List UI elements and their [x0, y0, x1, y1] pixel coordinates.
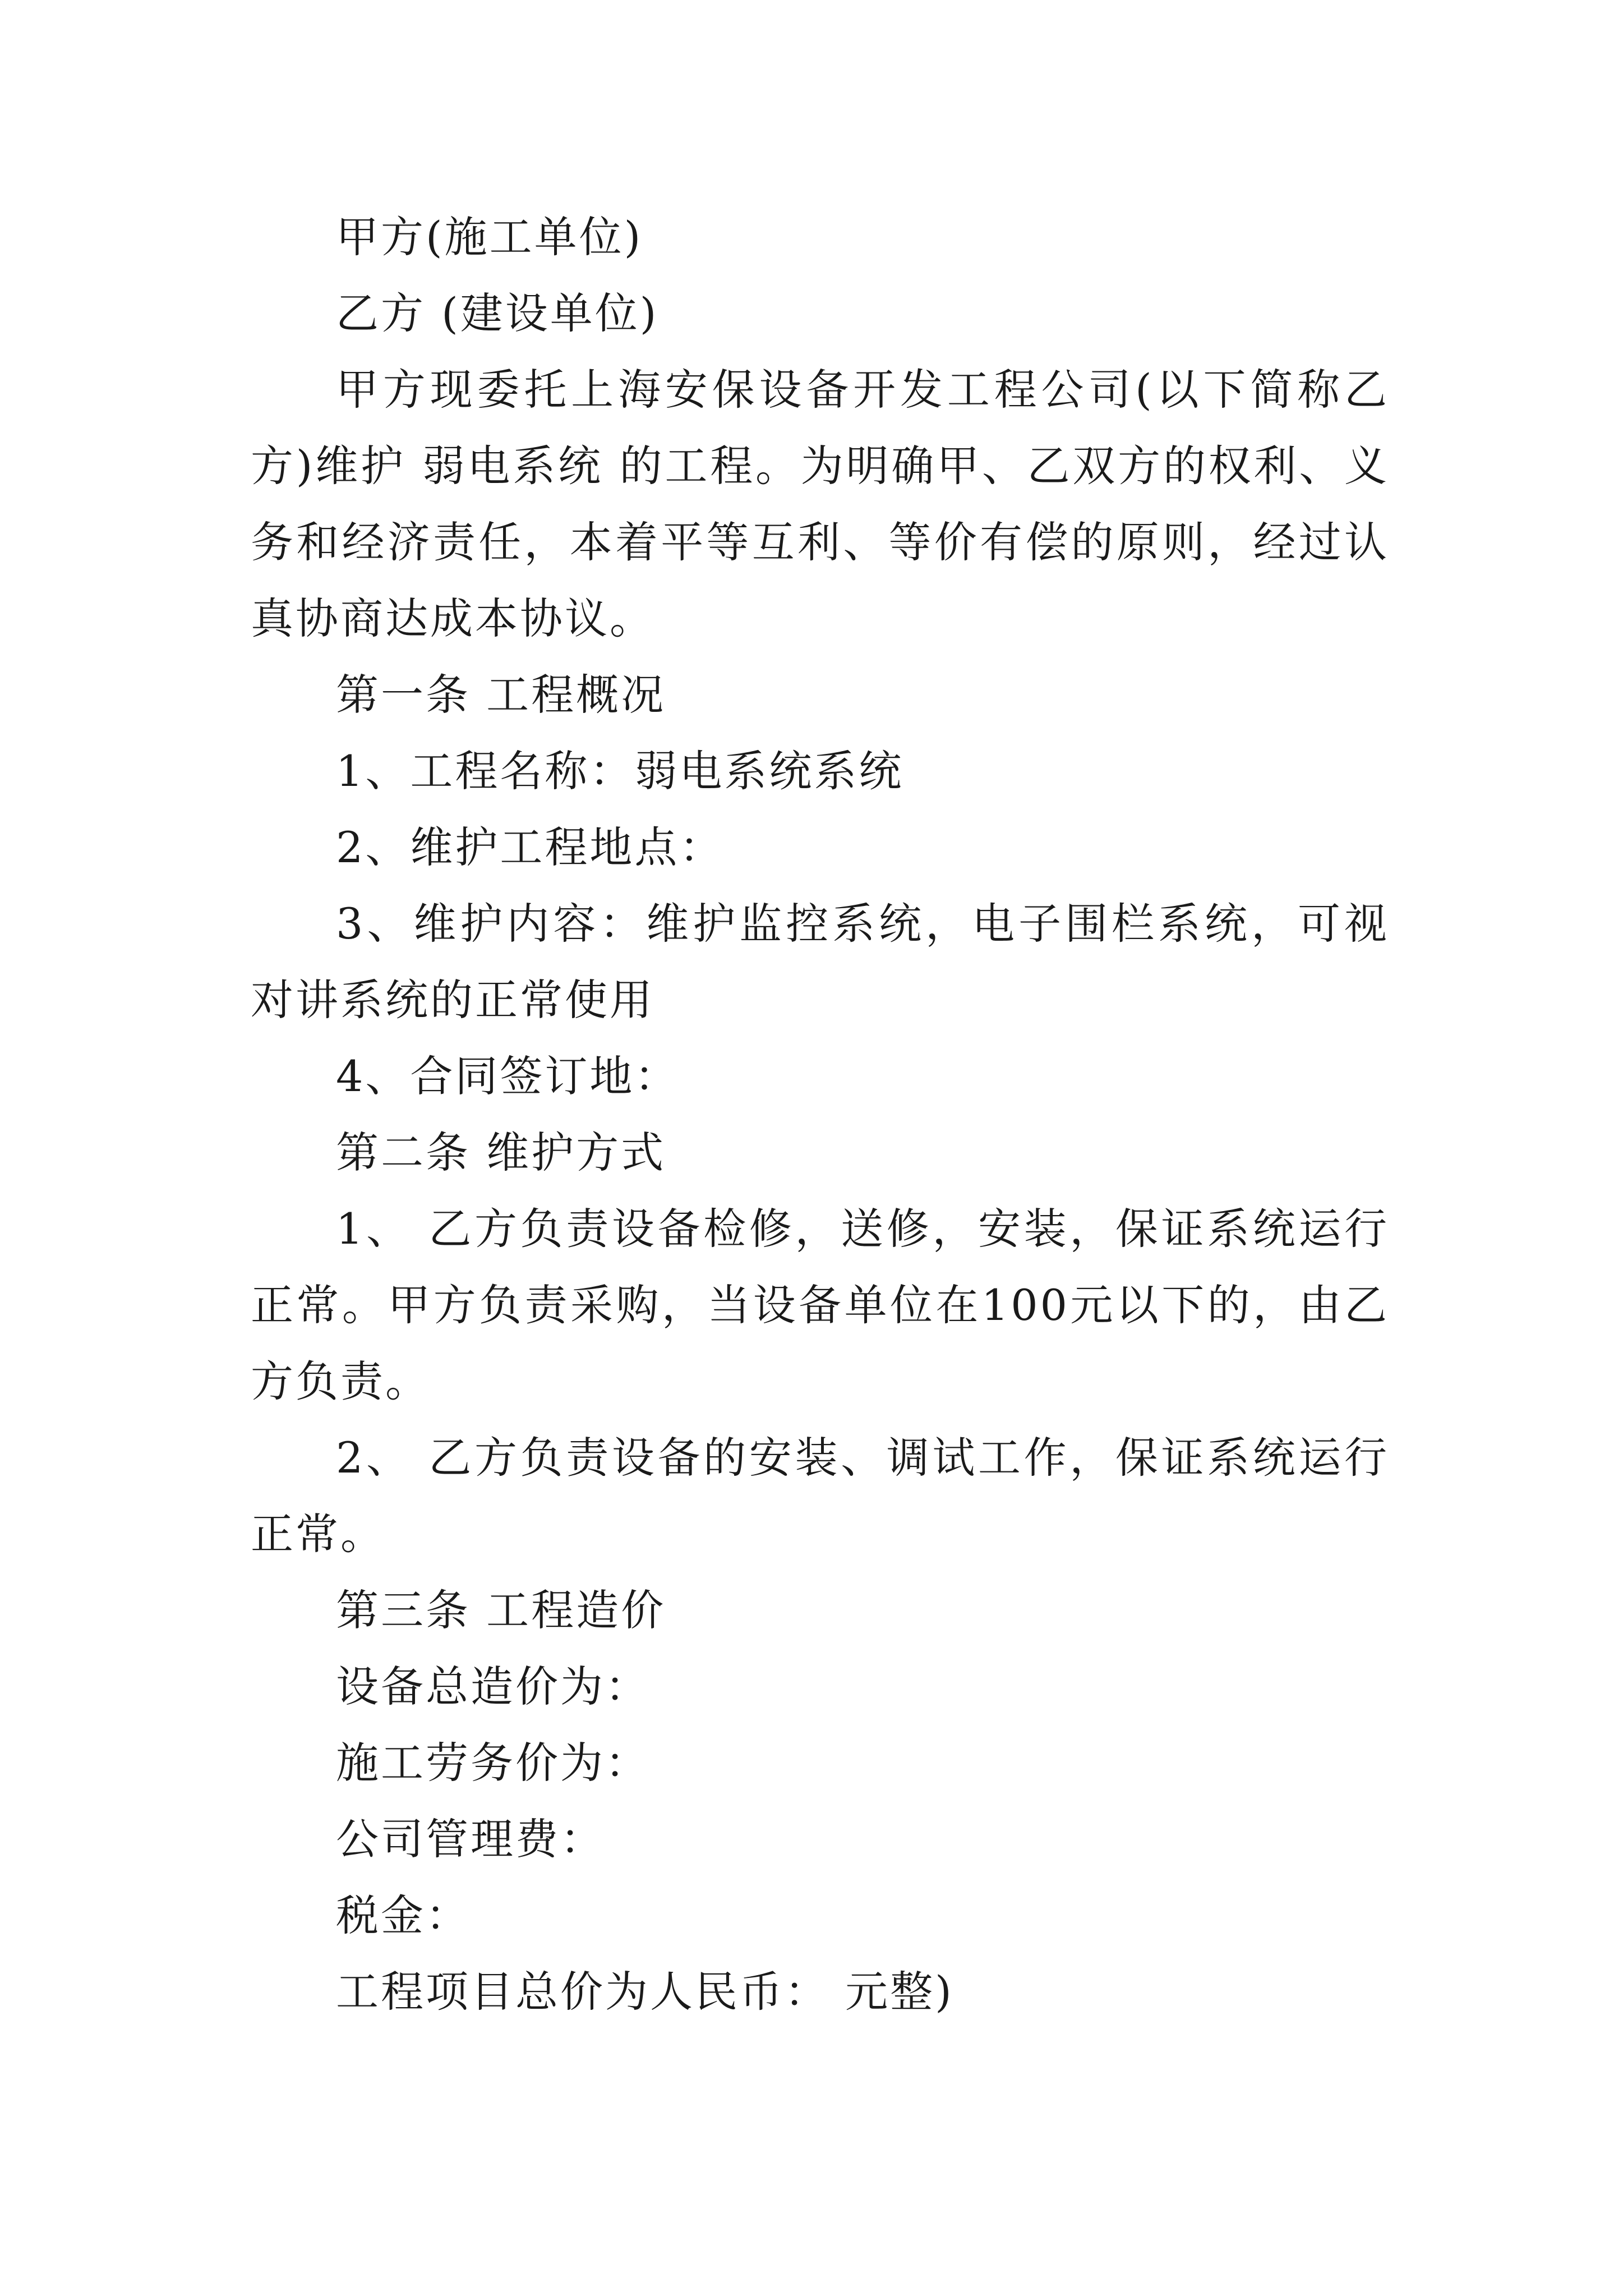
project-location-line: 2、维护工程地点： — [336, 822, 725, 872]
party-b-line: 乙方 (建设单位) — [336, 288, 659, 338]
article-1-heading: 第一条 工程概况 — [336, 670, 666, 720]
intro-paragraph: 甲方现委托上海安保设备开发工程公司(以下简称乙方)维护 弱电系统 的工程。为明确甲、乙双方的权利、义务和经济责任，本着平等互利、等价有偿的原则，经过认真协商达成本协议。 — [251, 365, 1389, 643]
management-fee-line: 公司管理费： — [336, 1814, 605, 1864]
article-3-heading: 第三条 工程造价 — [336, 1585, 666, 1635]
project-name-line: 1、工程名称：弱电系统系统 — [336, 746, 904, 796]
labor-cost-line: 施工劳务价为： — [336, 1738, 650, 1788]
article-2-heading: 第二条 维护方式 — [336, 1128, 666, 1177]
party-a-line: 甲方(施工单位) — [336, 212, 643, 262]
equipment-cost-line: 设备总造价为： — [336, 1662, 650, 1711]
signing-place-line: 4、合同签订地： — [336, 1051, 680, 1101]
tax-line: 税金： — [336, 1890, 471, 1940]
total-price-line: 工程项目总价为人民币： 元整) — [336, 1967, 954, 2017]
maintenance-content-line: 3、维护内容：维护监控系统，电子围栏系统，可视对讲系统的正常使用 — [251, 899, 1389, 1025]
maintenance-method-2: 2、 乙方负责设备的安装、调试工作，保证系统运行正常。 — [251, 1433, 1389, 1559]
maintenance-method-1: 1、 乙方负责设备检修，送修，安装，保证系统运行正常。甲方负责采购，当设备单位在100元以下的，由乙方负责。 — [251, 1204, 1389, 1406]
contract-body — [251, 199, 1389, 2030]
